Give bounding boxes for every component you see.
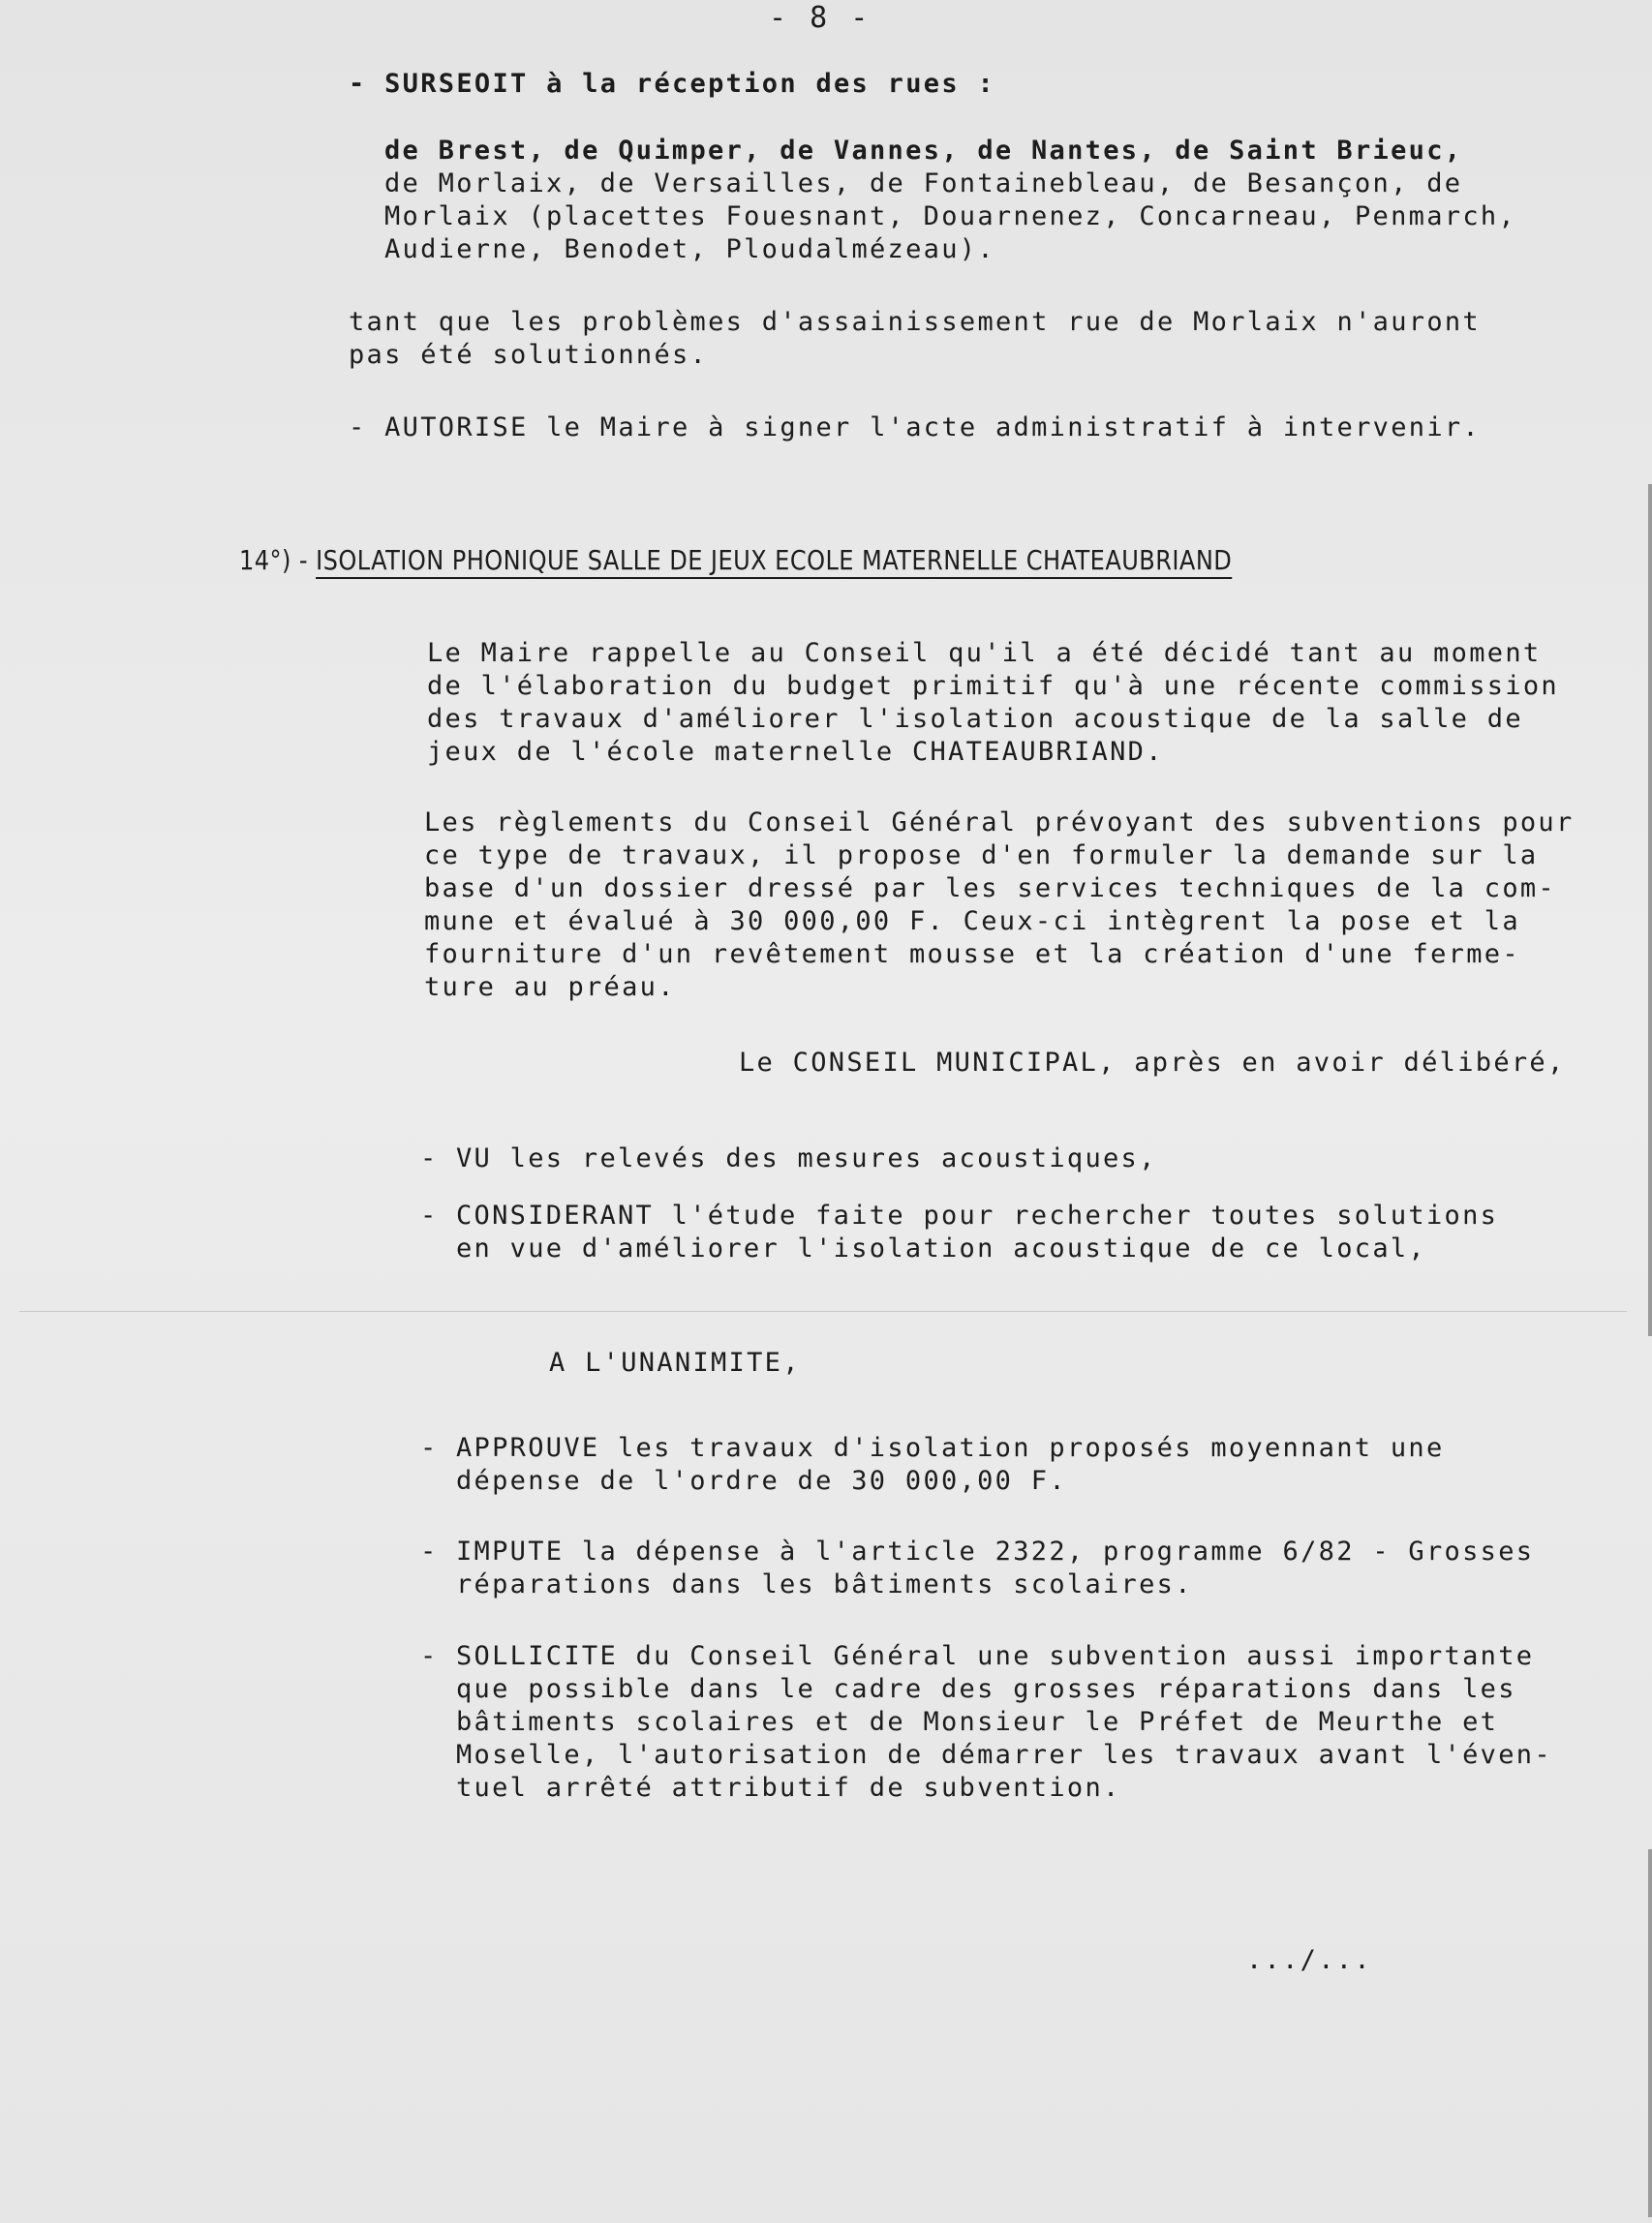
- council-deliberation: Le CONSEIL MUNICIPAL, après en avoir délibéré,: [739, 1048, 1566, 1078]
- consideration-line: en vue d'améliorer l'isolation acoustique de ce local,: [456, 1233, 1426, 1264]
- decision-item: [420, 1432, 1445, 1498]
- decision-line: Moselle, l'autorisation de démarrer les travaux avant l'éven-: [456, 1740, 1552, 1770]
- consideration-item: [420, 1200, 1498, 1265]
- paragraph-line: base d'un dossier dressé par les services techniques de la com-: [424, 873, 1556, 903]
- continuation-mark: .../...: [1246, 1945, 1372, 1975]
- street-line: Morlaix (placettes Fouesnant, Douarnenez, Concarneau, Penmarch,: [384, 201, 1516, 231]
- decision-line: tuel arrêté attributif de subvention.: [456, 1773, 1121, 1803]
- decision-line: SOLLICITE du Conseil Général une subvention aussi importante: [456, 1641, 1535, 1671]
- paragraph-line: de l'élaboration du budget primitif qu'à une récente commission: [427, 671, 1559, 701]
- condition-line: tant que les problèmes d'assainissement rue de Morlaix n'auront: [349, 307, 1481, 337]
- surseoit-line: - SURSEOIT à la réception des rues :: [349, 69, 995, 99]
- paragraph-2: [424, 807, 1575, 1004]
- section-title: ISOLATION PHONIQUE SALLE DE JEUX ECOLE MATERNELLE CHATEAUBRIAND: [316, 544, 1233, 576]
- decision-line: dépense de l'ordre de 30 000,00 F.: [456, 1466, 1067, 1496]
- bullet-dash: -: [420, 1433, 439, 1463]
- unanimity-line: A L'UNANIMITE,: [549, 1348, 801, 1378]
- condition-text: [349, 306, 1481, 372]
- paragraph-line: jeux de l'école maternelle CHATEAUBRIAND.: [427, 737, 1164, 767]
- decision-line: IMPUTE la dépense à l'article 2322, programme 6/82 - Grosses: [456, 1537, 1535, 1567]
- section-heading: [239, 544, 1232, 576]
- decision-line: que possible dans le cadre des grosses réparations dans les: [456, 1674, 1516, 1704]
- paragraph-line: ture au préau.: [424, 972, 676, 1002]
- condition-line: pas été solutionnés.: [349, 340, 709, 370]
- paragraph-1: [427, 637, 1559, 769]
- scan-edge: [1648, 1849, 1652, 2217]
- decision-line: réparations dans les bâtiments scolaires.: [456, 1569, 1193, 1599]
- decision-line: APPROUVE les travaux d'isolation proposés moyennant une: [456, 1433, 1445, 1463]
- consideration-line: VU les relevés des mesures acoustiques,: [456, 1143, 1157, 1173]
- paragraph-line: fourniture d'un revêtement mousse et la création d'une ferme-: [424, 939, 1520, 969]
- bullet-dash: -: [420, 1537, 439, 1567]
- bullet-dash: -: [420, 1143, 439, 1173]
- bullet-dash: -: [420, 1201, 439, 1231]
- street-line: Audierne, Benodet, Ploudalmézeau).: [384, 234, 995, 264]
- street-line: de Brest, de Quimper, de Vannes, de Nantes, de Saint Brieuc,: [384, 136, 1463, 166]
- street-line: de Morlaix, de Versailles, de Fontainebleau, de Besançon, de: [384, 168, 1463, 198]
- decision-item: [420, 1536, 1534, 1601]
- scan-rule: [19, 1311, 1627, 1312]
- autorise-line: - AUTORISE le Maire à signer l'acte administratif à intervenir.: [349, 412, 1481, 442]
- decision-line: bâtiments scolaires et de Monsieur le Préfet de Meurthe et: [456, 1707, 1499, 1737]
- scan-edge: [1648, 484, 1652, 1336]
- paragraph-line: des travaux d'améliorer l'isolation acoustique de la salle de: [427, 704, 1523, 734]
- page-number: - 8 -: [769, 1, 872, 35]
- decision-item: [420, 1640, 1552, 1805]
- street-list: [384, 135, 1516, 266]
- paragraph-line: Le Maire rappelle au Conseil qu'il a été décidé tant au moment: [427, 638, 1542, 668]
- bullet-dash: -: [420, 1641, 439, 1671]
- consideration-line: CONSIDERANT l'étude faite pour rechercher toutes solutions: [456, 1201, 1499, 1231]
- section-number: 14°) -: [239, 544, 309, 576]
- consideration-item: [420, 1142, 1157, 1175]
- paragraph-line: mune et évalué à 30 000,00 F. Ceux-ci intègrent la pose et la: [424, 906, 1520, 936]
- paragraph-line: Les règlements du Conseil Général prévoyant des subventions pour: [424, 807, 1575, 837]
- paragraph-line: ce type de travaux, il propose d'en formuler la demande sur la: [424, 840, 1539, 870]
